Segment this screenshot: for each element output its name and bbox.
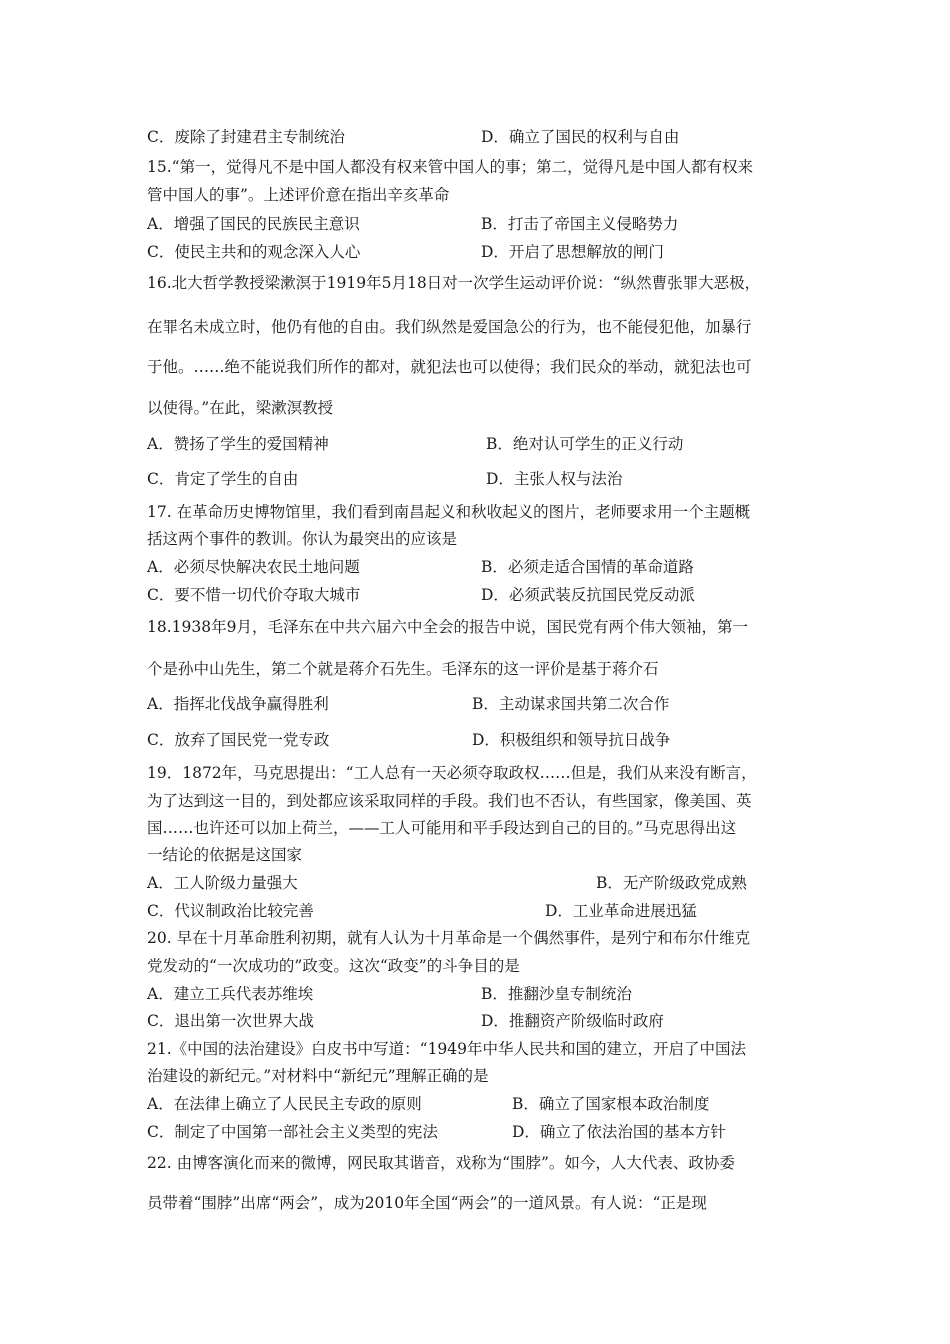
q17-option-a: A．必须尽快解决农民土地问题	[147, 558, 360, 576]
q14-option-d: D．确立了国民的权利与自由	[481, 128, 680, 146]
q15-option-c: C．使民主共和的观念深入人心	[147, 243, 361, 261]
q15-stem-line-1: 15.“第一，觉得凡不是中国人都没有权来管中国人的事；第二，觉得凡是中国人都有权来	[147, 158, 754, 176]
q20-option-a: A．建立工兵代表苏维埃	[147, 985, 314, 1003]
q19-stem-line-2: 为了达到这一目的，到处都应该采取同样的手段。我们也不否认，有些国家，像美国、英	[147, 792, 752, 810]
q18-option-d: D．积极组织和领导抗日战争	[472, 731, 671, 749]
q19-option-d: D．工业革命进展迅猛	[545, 902, 697, 920]
q19-stem-line-3: 国……也许还可以加上荷兰，——工人可能用和平手段达到自己的目的。”马克思得出这	[147, 819, 737, 837]
q17-option-b: B．必须走适合国情的革命道路	[481, 558, 694, 576]
q21-option-a: A．在法律上确立了人民民主专政的原则	[147, 1095, 422, 1113]
q17-option-c: C．要不惜一切代价夺取大城市	[147, 586, 361, 604]
q19-option-c: C．代议制政治比较完善	[147, 902, 314, 920]
q16-stem-line-2: 在罪名未成立时，他仍有他的自由。我们纵然是爱国急公的行为，也不能侵犯他，加暴行	[147, 318, 752, 336]
q18-option-a: A．指挥北伐战争赢得胜利	[147, 695, 329, 713]
q20-option-d: D．推翻资产阶级临时政府	[481, 1012, 664, 1030]
q21-option-c: C．制定了中国第一部社会主义类型的宪法	[147, 1123, 438, 1141]
q15-stem-line-2: 管中国人的事”。上述评价意在指出辛亥革命	[147, 186, 450, 204]
q14-option-c: C．废除了封建君主专制统治	[147, 128, 345, 146]
q21-stem-line-1: 21.《中国的法治建设》白皮书中写道：“1949年中华人民共和国的建立，开启了中国法	[147, 1040, 747, 1058]
q21-option-b: B．确立了国家根本政治制度	[512, 1095, 710, 1113]
q17-stem-line-2: 括这两个事件的教训。你认为最突出的应该是	[147, 530, 458, 548]
q19-stem-line-1: 19．1872年，马克思提出：“工人总有一天必须夺取政权……但是，我们从来没有断言，	[147, 764, 757, 782]
q16-option-c: C．肯定了学生的自由	[147, 470, 299, 488]
q20-stem-line-2: 党发动的“一次成功的”政变。这次“政变”的斗争目的是	[147, 957, 520, 975]
q19-option-b: B．无产阶级政党成熟	[596, 874, 747, 892]
q16-stem-line-3: 于他。……绝不能说我们所作的都对，就犯法也可以使得；我们民众的举动，就犯法也可	[147, 358, 752, 376]
q20-option-b: B．推翻沙皇专制统治	[481, 985, 632, 1003]
q16-stem-line-4: 以使得。”在此，梁漱溟教授	[147, 399, 334, 417]
q16-option-a: A．赞扬了学生的爱国精神	[147, 435, 329, 453]
q18-option-c: C．放弃了国民党一党专政	[147, 731, 330, 749]
q15-option-b: B．打击了帝国主义侵略势力	[481, 215, 679, 233]
q17-option-d: D．必须武装反抗国民党反动派	[481, 586, 695, 604]
q20-option-c: C．退出第一次世界大战	[147, 1012, 314, 1030]
q18-stem-line-1: 18.1938年9月，毛泽东在中共六届六中全会的报告中说，国民党有两个伟大领袖，第一	[147, 618, 748, 636]
q16-stem-line-1: 16.北大哲学教授梁漱溟于1919年5月18日对一次学生运动评价说：“纵然曹张罪大恶极，	[147, 274, 761, 292]
q16-option-d: D．主张人权与法治	[486, 470, 623, 488]
q20-stem-line-1: 20. 早在十月革命胜利初期，就有人认为十月革命是一个偶然事件，是列宁和布尔什维克	[147, 929, 751, 947]
q17-stem-line-1: 17. 在革命历史博物馆里，我们看到南昌起义和秋收起义的图片，老师要求用一个主题概	[147, 503, 751, 521]
q22-stem-line-1: 22. 由博客演化而来的微博，网民取其谐音，戏称为“围脖”。如今，人大代表、政协委	[147, 1154, 735, 1172]
q15-option-a: A．增强了国民的民族民主意识	[147, 215, 360, 233]
q19-stem-line-4: 一结论的依据是这国家	[147, 846, 303, 864]
q16-option-b: B．绝对认可学生的正义行动	[486, 435, 684, 453]
q19-option-a: A．工人阶级力量强大	[147, 874, 298, 892]
q15-option-d: D．开启了思想解放的闸门	[481, 243, 664, 261]
q21-stem-line-2: 治建设的新纪元。”对材料中“新纪元”理解正确的是	[147, 1067, 489, 1085]
q21-option-d: D．确立了依法治国的基本方针	[512, 1123, 726, 1141]
q22-stem-line-2: 员带着“围脖”出席“两会”，成为2010年全国“两会”的一道风景。有人说：“正是现	[147, 1194, 707, 1212]
q18-stem-line-2: 个是孙中山先生，第二个就是蒋介石先生。毛泽东的这一评价是基于蒋介石	[147, 660, 659, 678]
q18-option-b: B．主动谋求国共第二次合作	[472, 695, 670, 713]
